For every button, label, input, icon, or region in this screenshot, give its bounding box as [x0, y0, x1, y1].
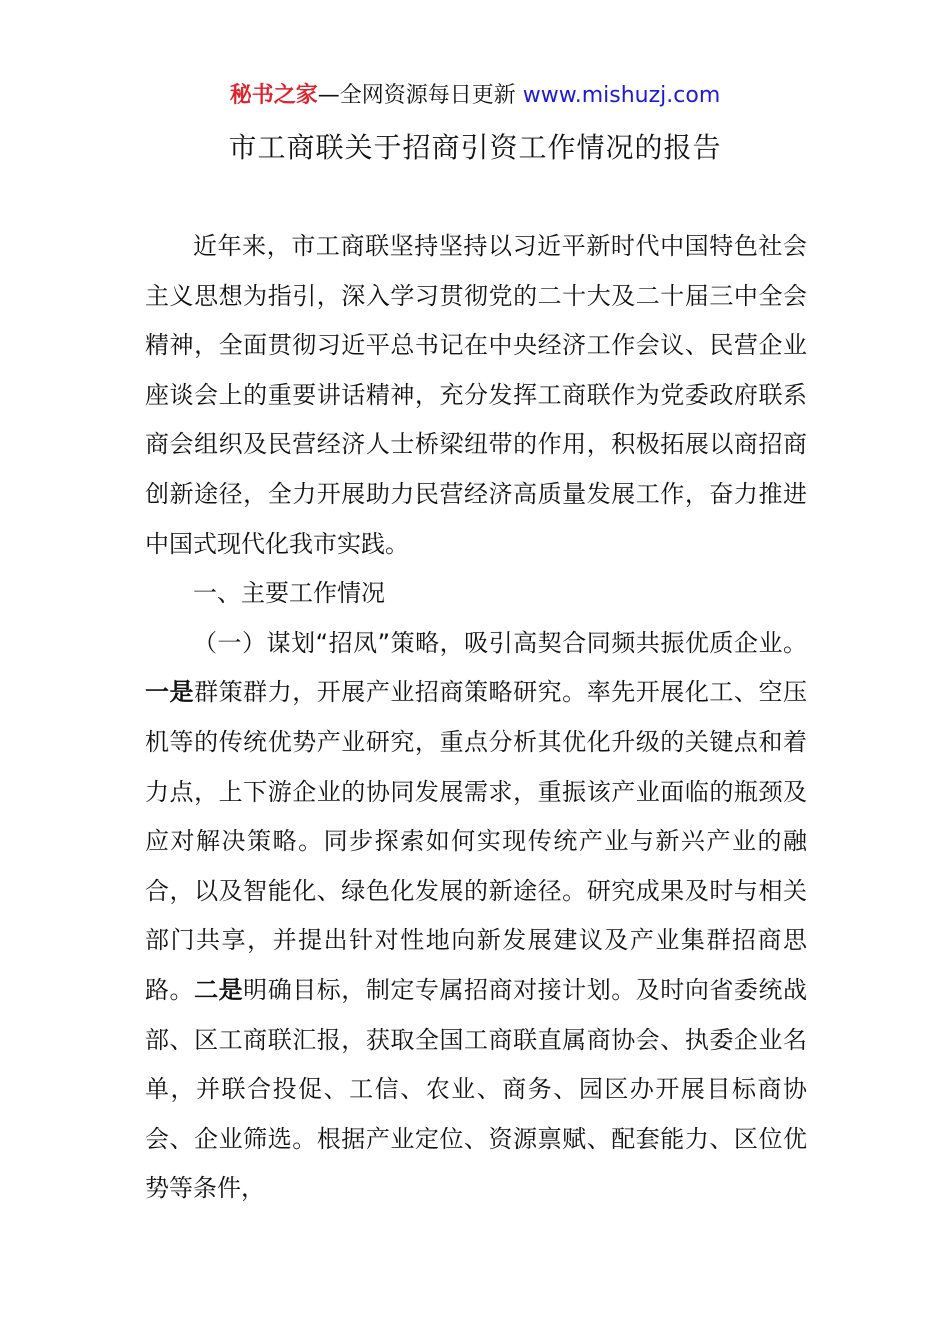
section-heading: 一、主要工作情况	[193, 579, 385, 608]
point-one-label: 一是	[145, 678, 195, 707]
watermark-header	[0, 80, 950, 112]
intro-paragraph: 近年来，市工商联坚持坚持以习近平新时代中国特色社会主义思想为指引，深入学习贯彻党的二十大及二十届三中全会精神，全面贯彻习近平总书记在中央经济工作会议、民营企业座谈会上的重要讲话精神，充分发挥工商联作为党委政府联系商会组织及民营经济人士桥梁纽带的作用，积极拓展以商招商创新途径，全力开展助力民营经济高质量发展工作，奋力推进中国式现代化我市实践。	[145, 232, 807, 558]
document-title: 市工商联关于招商引资工作情况的报告	[228, 131, 722, 164]
brand-tagline: —全网资源每日更新	[317, 83, 523, 108]
subsection-heading: （一）谋划“招凤”策略，吸引高契合同频共振优质企业。	[193, 628, 807, 657]
point-one-text: 群策群力，开展产业招商策略研究。率先开展化工、空压机等的传统优势产业研究，重点分析其优化升级的关键点和着力点，上下游企业的协同发展需求，重振该产业面临的瓶颈及应对解决策略。同步探索如何实现传统产业与新兴产业的融合，以及智能化、绿色化发展的新途径。研究成果及时与相关部门共享，并提出针对性地向新发展建议及产业集群招商思路。	[145, 678, 807, 1004]
brand-website[interactable]: www.mishuzj.com	[522, 83, 721, 108]
subsection-paragraph	[145, 619, 807, 1214]
brand-name: 秘书之家	[229, 83, 318, 108]
document-body	[145, 222, 807, 1214]
point-two-label: 二是	[194, 975, 244, 1004]
point-two-text: 明确目标，制定专属招商对接计划。及时向省委统战部、区工商联汇报，获取全国工商联直属商协会、执委企业名单，并联合投促、工信、农业、商务、园区办开展目标商协会、企业筛选。根据产业定位、资源禀赋、配套能力、区位优势等条件，	[145, 975, 808, 1203]
